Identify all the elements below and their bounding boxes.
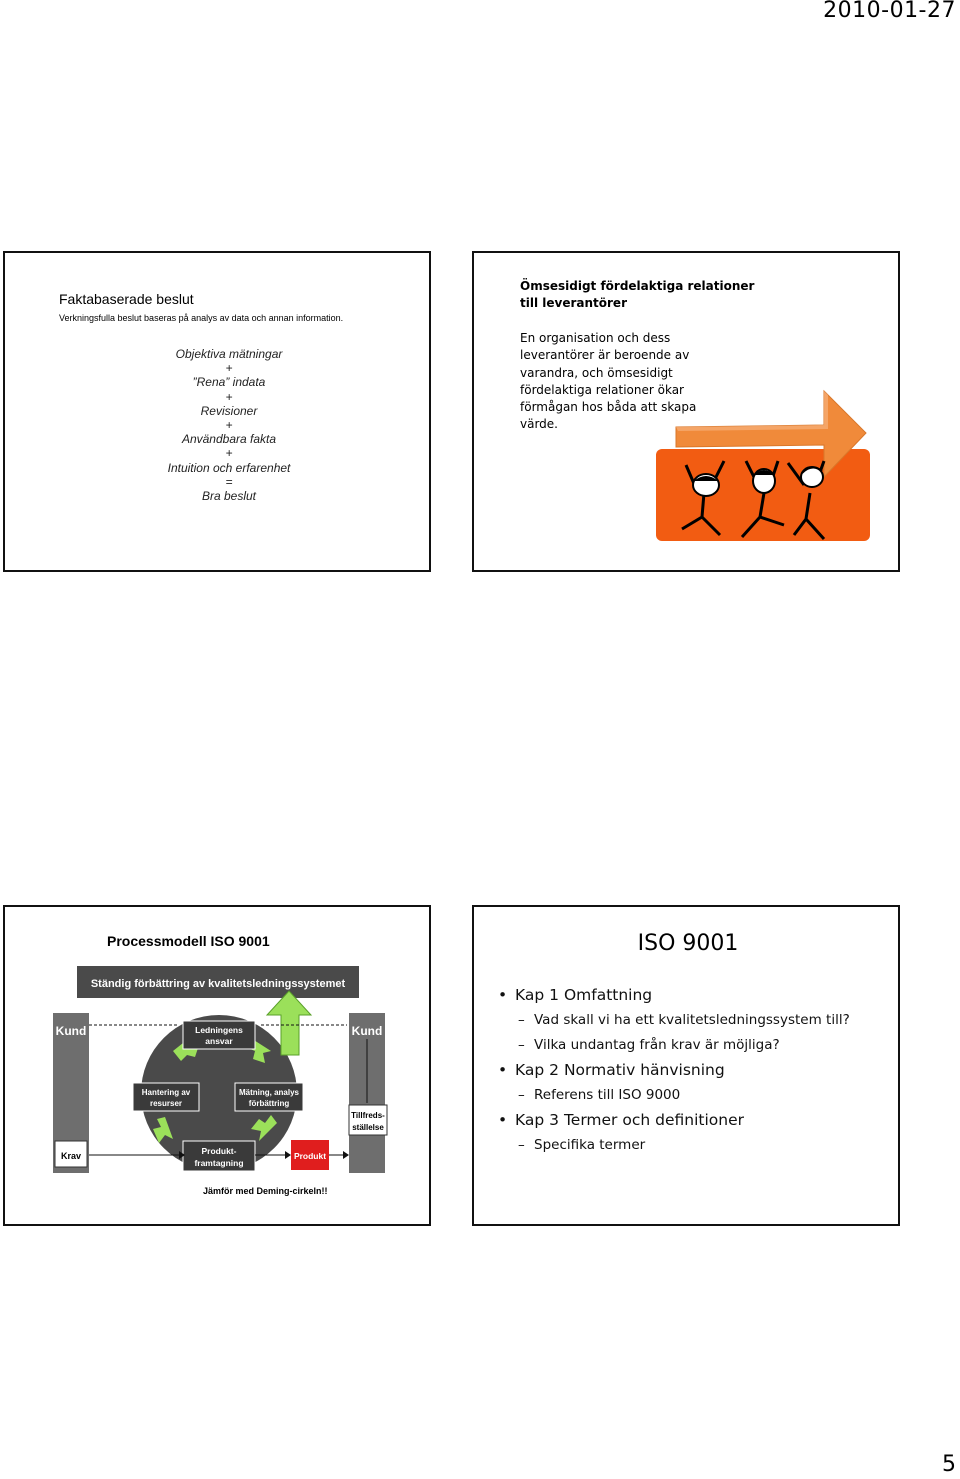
satisfaction-label-2: ställelse [352, 1123, 384, 1132]
dash-marker: – [518, 1012, 525, 1028]
sub-list-item-text: Vilka undantag från krav är möjliga? [534, 1037, 780, 1053]
slide-faktabaserade-beslut [3, 251, 431, 572]
list-item [498, 1108, 898, 1133]
iso-9001-process-model-diagram [49, 963, 389, 1175]
bullet-marker: • [498, 1111, 508, 1129]
slide-leverantorsrelationer [472, 251, 900, 572]
bullet-marker: • [498, 1061, 508, 1079]
dash-marker: – [518, 1037, 525, 1053]
satisfaction-label-1: Tillfreds- [351, 1111, 385, 1120]
slide-processmodell [3, 905, 431, 1226]
svg-text:Produkt: Produkt [293, 1151, 327, 1161]
slide-subtitle: Verkningsfulla beslut baseras på analys av data och annan information. [59, 313, 344, 323]
formula-operator: = [225, 474, 233, 489]
svg-text:Mätning, analys: Mätning, analys [238, 1088, 300, 1097]
list-item [498, 983, 898, 1008]
page-number: 5 [942, 1452, 956, 1477]
list-item-text: Kap 2 Normativ hänvisning [515, 1061, 725, 1079]
sub-list-item-text: Referens till ISO 9000 [534, 1087, 681, 1103]
sub-list-item-text: Specifika termer [534, 1137, 646, 1153]
sub-list-item [498, 1033, 898, 1058]
left-kund-label: Kund [55, 1024, 87, 1038]
sub-list-item-text: Vad skall vi ha ett kvalitetsledningssystem till? [534, 1012, 850, 1028]
slide-iso-9001-kapitel [472, 905, 900, 1226]
svg-text:ansvar: ansvar [205, 1036, 233, 1046]
slide-title: Processmodell ISO 9001 [107, 933, 270, 949]
list-item-text: Kap 1 Omfattning [515, 986, 653, 1004]
list-item [498, 1058, 898, 1083]
svg-text:Ledningens: Ledningens [195, 1025, 243, 1035]
list-item-text: Kap 3 Termer och definitioner [515, 1111, 744, 1129]
krav-label: Krav [60, 1151, 82, 1161]
formula-line: Intuition och erfarenhet [167, 460, 291, 475]
sub-list-item [498, 1008, 898, 1033]
dash-marker: – [518, 1137, 525, 1153]
dash-marker: – [518, 1087, 525, 1103]
slide-caption: Jämför med Deming-cirkeln!! [203, 1186, 328, 1196]
slide-title: ISO 9001 [637, 931, 739, 956]
formula-line: Revisioner [200, 403, 258, 418]
svg-text:resurser: resurser [149, 1099, 183, 1108]
slide-title: Ömsesidigt fördelaktiga relationer till leverantörer [520, 279, 755, 310]
svg-text:Produkt-: Produkt- [201, 1146, 237, 1156]
people-lifting-arrow-illustration [654, 389, 874, 551]
banner-text: Ständig förbättring av kvalitetsledningssystemet [90, 978, 346, 990]
formula-operator: + [225, 446, 233, 461]
formula-operator: + [225, 389, 233, 404]
formula-line: Objektiva mätningar [175, 347, 283, 361]
formula-result: Bra beslut [201, 488, 257, 503]
page-date: 2010-01-27 [823, 0, 956, 23]
svg-text:framtagning: framtagning [194, 1158, 244, 1168]
slide-body: En organisation och dess leverantörer är beroende av varandra, och ömsesidigt fördelaktiga relationer ökar förmågan hos båda att skapa värde. [520, 331, 697, 432]
sub-list-item [498, 1083, 898, 1108]
bullet-marker: • [498, 986, 508, 1004]
decision-formula [129, 347, 329, 503]
formula-line: ”Rena” indata [192, 375, 266, 390]
slide-title: Faktabaserade beslut [59, 291, 194, 307]
formula-operator: + [225, 361, 233, 376]
right-kund-label: Kund [351, 1024, 383, 1038]
formula-operator: + [225, 417, 233, 432]
svg-text:Hantering av: Hantering av [141, 1088, 191, 1097]
formula-line: Användbara fakta [181, 432, 277, 447]
sub-list-item [498, 1133, 898, 1158]
chapter-list [498, 983, 898, 1158]
svg-text:förbättring: förbättring [248, 1099, 290, 1108]
